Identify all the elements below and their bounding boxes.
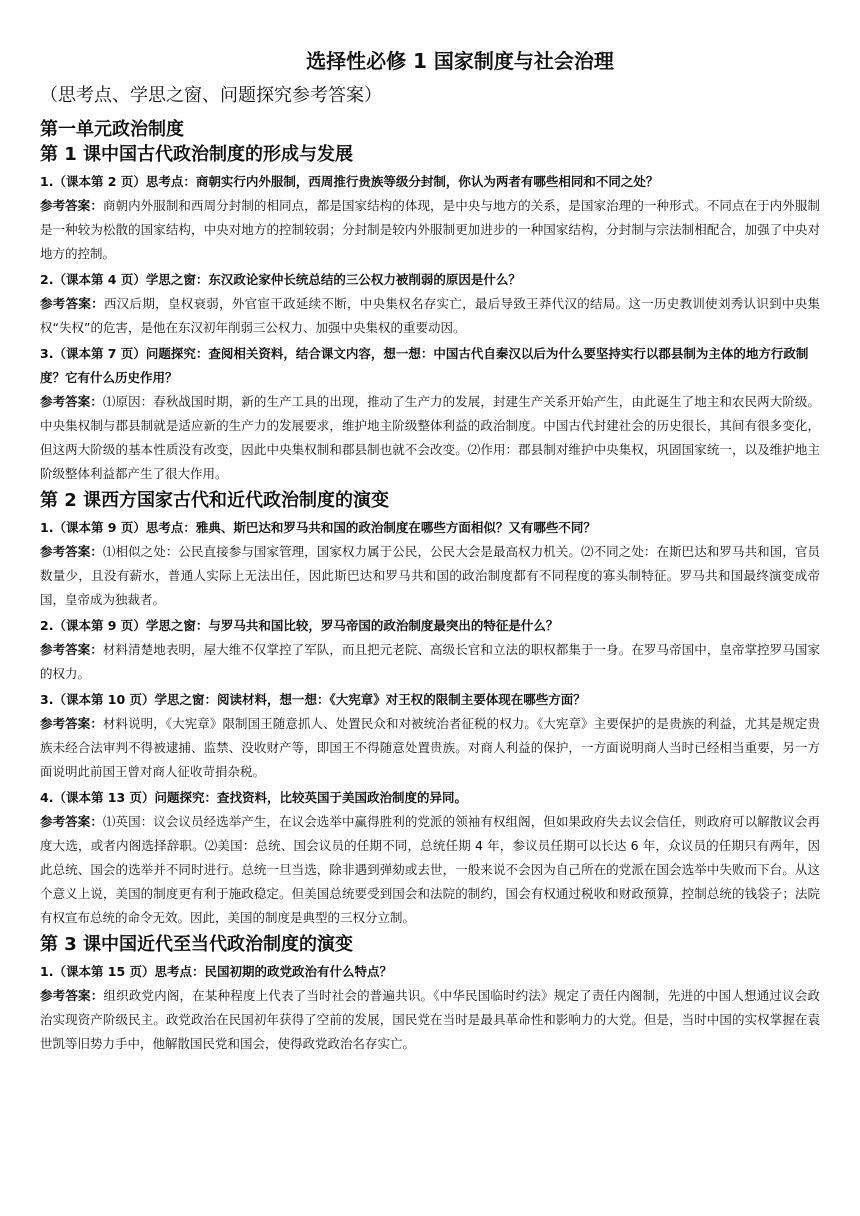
qa-item [40, 342, 820, 486]
answer-text: 商朝内外服制和西周分封制的相同点，都是国家结构的体现，是中央与地方的关系，是国家治理的一种形式。不同点在于内外服制是一种较为松散的国家结构，中央对地方的控制较弱；分封制是较内外服制更加进步的一种国家结构，分封制与宗法制相配合，加强了中央对地方的控制。 [40, 198, 820, 261]
lesson-heading: 第 2 课西方国家古代和近代政治制度的演变 [40, 490, 390, 511]
answer-label: 参考答案： [40, 716, 103, 731]
question-text: 4.（课本第 13 页）问题探究：查找资料，比较英国于美国政治制度的异同。 [40, 790, 468, 805]
answer-label: 参考答案： [40, 544, 103, 559]
answer-label: 参考答案： [40, 814, 103, 829]
qa-item [40, 516, 820, 612]
unit-heading: 第一单元政治制度 [40, 119, 184, 140]
qa-item [40, 614, 820, 686]
answer-label: 参考答案： [40, 394, 103, 409]
answer-text: ⑴相似之处：公民直接参与国家管理，国家权力属于公民，公民大会是最高权力机关。⑵不同之处：在斯巴达和罗马共和国，官员数量少，且没有薪水，普通人实际上无法出任，因此斯巴达和罗马共和国的政治制度都有不同程度的寡头制特征。罗马共和国最终演变成帝国，皇帝成为独裁者。 [40, 544, 820, 607]
answer-paragraph [40, 810, 820, 930]
lesson-2 [40, 488, 820, 930]
answer-label: 参考答案： [40, 988, 104, 1003]
qa-item [40, 688, 820, 784]
answer-paragraph [40, 194, 820, 266]
qa-item [40, 268, 820, 340]
qa-item [40, 960, 820, 1056]
answer-text: 材料说明，《大宪章》限制国王随意抓人、处置民众和对被统治者征税的权力。《大宪章》主要保护的是贵族的利益，尤其是规定贵族未经合法审判不得被逮捕、监禁、没收财产等，即国王不得随意处置贵族。对商人利益的保护，一方面说明商人当时已经相当重要，另一方面说明此前国王曾对商人征收苛捐杂税。 [40, 716, 820, 779]
lesson-3 [40, 932, 820, 1056]
answer-paragraph [40, 540, 820, 612]
lesson-heading: 第 1 课中国古代政治制度的形成与发展 [40, 144, 354, 165]
qa-item [40, 786, 820, 930]
question-text: 3.（课本第 10 页）学思之窗：阅读材料，想一想：《大宪章》对王权的限制主要体现在哪些方面？ [40, 692, 586, 707]
question-text: 1.（课本第 9 页）思考点：雅典、斯巴达和罗马共和国的政治制度在哪些方面相似？又有哪些不同？ [40, 520, 596, 535]
answer-text: 西汉后期，皇权衰弱，外官宦干政延续不断，中央集权名存实亡，最后导致王莽代汉的结局。这一历史教训使刘秀认识到中央集权“失权”的危害，是他在东汉初年削弱三公权力、加强中央集权的重要动因。 [40, 296, 820, 335]
question-text: 2.（课本第 4 页）学思之窗：东汉政论家仲长统总结的三公权力被削弱的原因是什么？ [40, 272, 521, 287]
question-text: 1.（课本第 15 页）思考点：民国初期的政党政治有什么特点？ [40, 964, 393, 979]
answer-text: ⑴原因：春秋战国时期，新的生产工具的出现，推动了生产力的发展，封建生产关系开始产生，由此诞生了地主和农民两大阶级。中央集权制与郡县制就是适应新的生产力的发展要求，维护地主阶级整体利益的政治制度。中国古代封建社会的历史很长，其间有很多变化，但这两大阶级的基本性质没有改变，因此中央集权制和郡县制也就不会改变。⑵作用：郡县制对维护中央集权，巩固国家统一，以及维护地主阶级整体利益都产生了很大作用。 [40, 394, 820, 481]
answer-label: 参考答案： [40, 642, 103, 657]
answer-label: 参考答案： [40, 198, 103, 213]
document-subtitle: （思考点、学思之窗、问题探究参考答案） [40, 85, 382, 106]
lesson-1 [40, 142, 820, 486]
answer-paragraph [40, 390, 820, 486]
document-title: 选择性必修 1 国家制度与社会治理 [306, 49, 614, 73]
answer-paragraph [40, 712, 820, 784]
question-text: 3.（课本第 7 页）问题探究：查阅相关资料，结合课文内容，想一想：中国古代自秦汉以后为什么要坚持实行以郡县制为主体的地方行政制度？它有什么历史作用？ [40, 346, 809, 385]
question-text: 1.（课本第 2 页）思考点：商朝实行内外服制，西周推行贵族等级分封制，你认为两者有哪些相同和不同之处？ [40, 174, 659, 189]
qa-item [40, 170, 820, 266]
document-page [40, 46, 820, 1058]
question-text: 2.（课本第 9 页）学思之窗：与罗马共和国比较，罗马帝国的政治制度最突出的特征是什么？ [40, 618, 559, 633]
lesson-heading: 第 3 课中国近代至当代政治制度的演变 [40, 934, 354, 955]
answer-text: ⑴英国：议会议员经选举产生，在议会选举中赢得胜利的党派的领袖有权组阁，但如果政府失去议会信任，则政府可以解散议会再度大选，或者内阁选择辞职。⑵美国：总统、国会议员的任期不同，总统任期 4 年，参议员任期可以长达 6 年，众议员的任期只有两年，因此总统、国会的选举并不同时进行。总统一旦当选，除非遇到弹劾或去世，一般来说不会因为自己所在的党派在国会选举中失败而下台。从这个意义上说，美国的制度更有利于施政稳定。但美国总统要受到国会和法院的制约，国会有权通过税收和财政预算，控制总统的钱袋子；法院有权宣布总统的命令无效。因此，美国的制度是典型的三权分立制。 [40, 814, 820, 925]
answer-text: 材料清楚地表明，屋大维不仅掌控了军队，而且把元老院、高级长官和立法的职权都集于一身。在罗马帝国中，皇帝掌控罗马国家的权力。 [40, 642, 820, 681]
answer-text: 组织政党内阁，在某种程度上代表了当时社会的普遍共识。《中华民国临时约法》规定了责任内阁制，先进的中国人想通过议会政治实现资产阶级民主。政党政治在民国初年获得了空前的发展，国民党在当时是最具革命性和影响力的大党。但是，当时中国的实权掌握在袁世凯等旧势力手中，他解散国民党和国会，使得政党政治名存实亡。 [40, 988, 820, 1051]
answer-paragraph [40, 984, 820, 1056]
answer-label: 参考答案： [40, 296, 104, 311]
answer-paragraph [40, 638, 820, 686]
answer-paragraph [40, 292, 820, 340]
